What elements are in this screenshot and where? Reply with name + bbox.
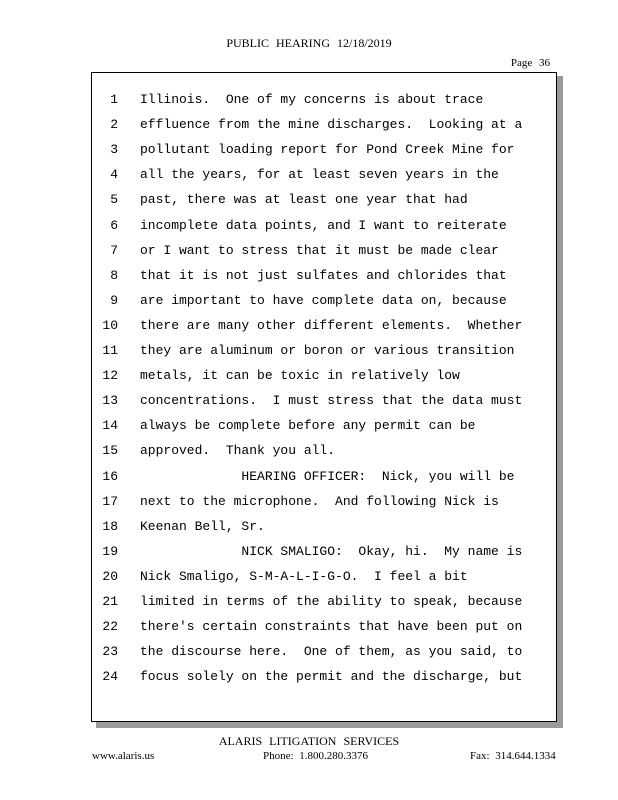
line-text: next to the microphone. And following Nick is — [140, 493, 499, 509]
line-text: limited in terms of the ability to speak, because — [140, 594, 523, 609]
line-text: Keenan Bell, Sr. — [140, 518, 265, 534]
line-text: past, there was at least one year that had — [140, 192, 468, 208]
line-text: pollutant loading report for Pond Creek Mine for — [140, 142, 515, 158]
line-number: 22 — [102, 619, 118, 635]
line-number: 4 — [110, 167, 118, 183]
line-number: 14 — [102, 418, 118, 434]
transcript-frame — [91, 72, 557, 722]
line-text: NICK SMALIGO: Okay, hi. My name is — [140, 543, 523, 559]
line-number: 5 — [110, 192, 118, 208]
line-number: 21 — [102, 594, 118, 609]
line-text: that it is not just sulfates and chlorides that — [140, 267, 507, 283]
line-text: HEARING OFFICER: Nick, you will be — [140, 468, 515, 484]
line-text: approved. Thank you all. — [140, 443, 336, 459]
page-number-label: Page 36 — [510, 57, 550, 69]
line-text: concentrations. I must stress that the data must — [140, 393, 523, 409]
line-text: focus solely on the permit and the discharge, but — [140, 669, 523, 685]
line-text: effluence from the mine discharges. Looking at a — [140, 117, 523, 133]
line-number: 20 — [102, 568, 118, 584]
line-text: or I want to stress that it must be made clear — [140, 242, 499, 258]
line-number: 15 — [102, 443, 118, 459]
line-text: incomplete data points, and I want to reiterate — [140, 217, 507, 233]
line-text: always be complete before any permit can be — [140, 418, 476, 434]
line-number: 7 — [110, 242, 118, 258]
line-number: 11 — [102, 343, 118, 358]
line-number: 23 — [102, 644, 118, 660]
line-text: all the years, for at least seven years in the — [140, 167, 499, 183]
line-text: metals, it can be toxic in relatively low — [140, 368, 460, 384]
line-number: 24 — [102, 669, 118, 685]
document-header-title: PUBLIC HEARING 12/18/2019 — [226, 36, 392, 50]
line-number: 9 — [110, 292, 118, 308]
line-number: 8 — [110, 267, 118, 283]
line-text: there are many other different elements. Whether — [140, 317, 523, 333]
line-number: 10 — [102, 317, 118, 333]
line-number: 1 — [110, 92, 118, 107]
line-number: 16 — [102, 468, 118, 484]
line-text: Illinois. One of my concerns is about trace — [140, 92, 484, 107]
line-number: 12 — [102, 368, 118, 384]
line-number: 13 — [102, 393, 118, 409]
line-text: Nick Smaligo, S-M-A-L-I-G-O. I feel a bit — [140, 568, 468, 584]
line-number: 2 — [110, 117, 118, 133]
footer-website: www.alaris.us — [92, 750, 155, 762]
line-text: there's certain constraints that have been put on — [140, 619, 523, 635]
line-number: 3 — [110, 142, 118, 158]
footer-phone: Phone: 1.800.280.3376 — [263, 750, 369, 762]
line-number: 17 — [102, 493, 118, 509]
footer-fax: Fax: 314.644.1334 — [470, 750, 556, 762]
line-number: 18 — [102, 518, 118, 534]
footer-company-name: ALARIS LITIGATION SERVICES — [218, 734, 400, 748]
line-text: the discourse here. One of them, as you said, to — [140, 644, 523, 660]
line-number: 6 — [110, 217, 118, 233]
line-text: are important to have complete data on, because — [140, 292, 507, 308]
line-text: they are aluminum or boron or various transition — [140, 343, 515, 358]
line-number: 19 — [102, 543, 118, 559]
